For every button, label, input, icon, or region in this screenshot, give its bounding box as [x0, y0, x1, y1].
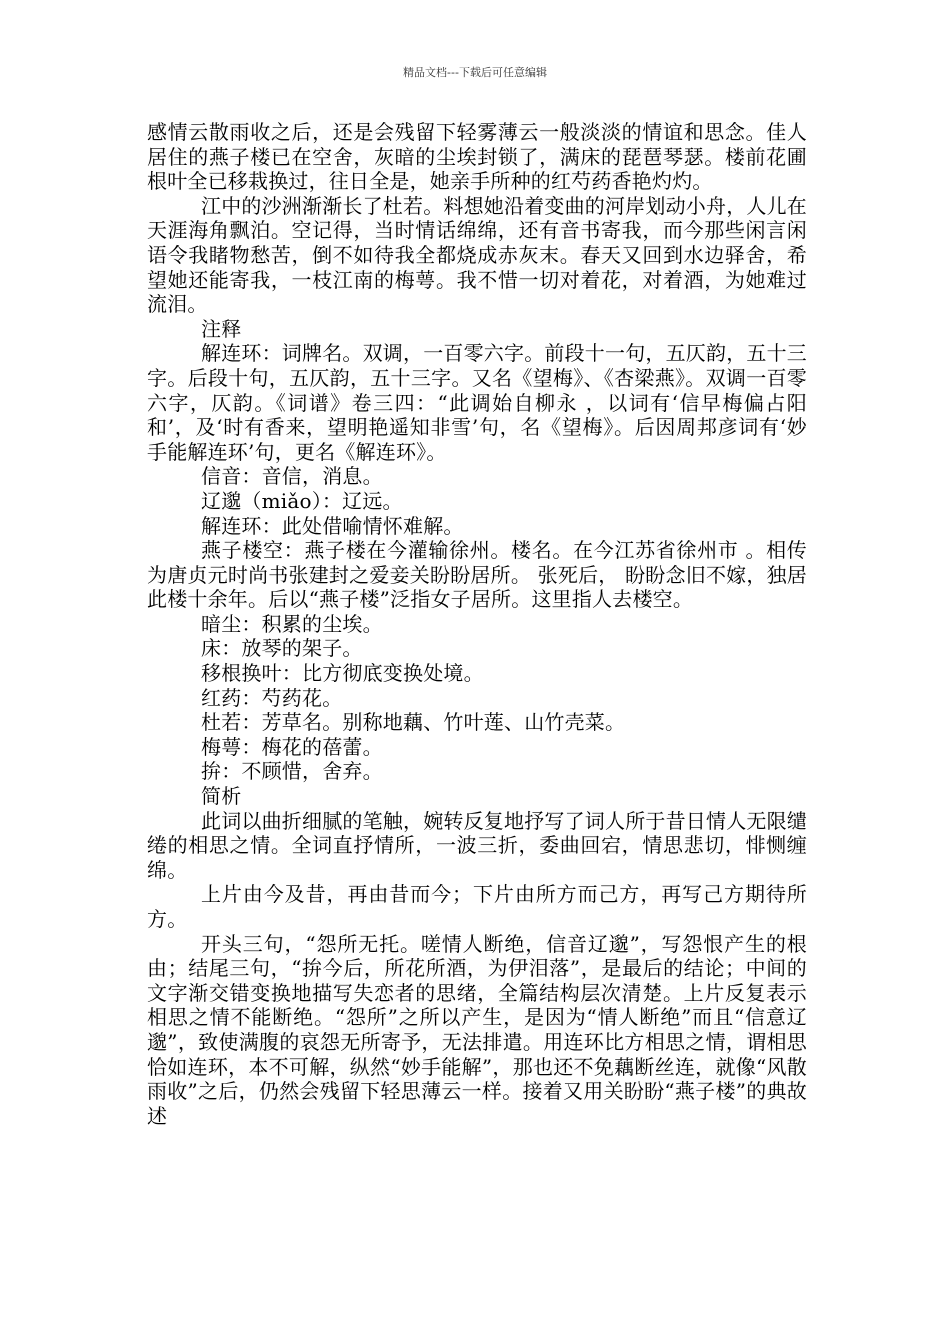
- paragraph-translation-2: 江中的沙洲渐渐长了杜若。料想她沿着变曲的河岸划动小舟，人儿在天涯海角飘泊。空记得，当时情话绵绵，还有音书寄我，而今那些闲言闲语令我睹物愁苦，倒不如待我全都烧成赤灰末。春天又回到水边驿舍，希望她还能寄我，一枝江南的梅萼。我不惜一切对着花，对着酒，为她难过流泪。: [147, 193, 807, 317]
- note-hongyao: 红药：芍药花。: [201, 685, 343, 710]
- page-header: 精品文档---下载后可任意编辑: [403, 66, 547, 79]
- section-heading-analysis: 简析: [201, 784, 242, 809]
- note-duruo: 杜若：芳草名。别称地藕、竹叶莲、山竹壳菜。: [201, 710, 626, 735]
- section-heading-notes: 注释: [201, 316, 242, 341]
- note-meie: 梅萼：梅花的蓓蕾。: [201, 734, 383, 759]
- note-jielianhuan-meaning: 解连环：此处借喻情怀难解。: [201, 513, 464, 538]
- note-yigenhuanye: 移根换叶：比方彻底变换处境。: [201, 661, 484, 686]
- paragraph-analysis-1: 此词以曲折细腻的笔触，婉转反复地抒写了词人所于昔日情人无限缱绻的相思之情。全词直抒情所，一波三折，委曲回宕，情思悲切，悱恻缠绵。: [147, 808, 807, 882]
- paragraph-analysis-2: 上片由今及昔，再由昔而今；下片由所方而己方，再写己方期待所方。: [147, 882, 807, 931]
- paragraph-translation-1: 感情云散雨收之后，还是会残留下轻雾薄云一般淡淡的情谊和思念。佳人居住的燕子楼已在空舍，灰暗的尘埃封锁了，满床的琵琶琴瑟。楼前花圃根叶全已移栽换过，往日全是，她亲手所种的红芍药香艳灼灼。: [147, 120, 807, 194]
- note-jielianhuan-cipai: 解连环：词牌名。双调，一百零六字。前段十一句，五仄韵，五十三字。后段十句，五仄韵，五十三字。又名《望梅》、《杏梁燕》。双调一百零六字，仄韵。《词谱》卷三四：“此调始自柳永 ，以词有‘信早梅偏占阳和’，及‘时有香来，望明艳遥知非雪’句，名《望梅》。后因周邦彦词有‘妙手能解连环’句，更名《解连环》。: [147, 341, 807, 464]
- note-pan: 拚：不顾惜，舍弃。: [201, 759, 383, 784]
- note-chuang: 床：放琴的架子。: [201, 636, 363, 661]
- note-yanzilou: 燕子楼空：燕子楼在今灌输徐州。楼名。在今江苏省徐州市 。相传为唐贞元时尚书张建封之爱妾关盼盼居所。 张死后， 盼盼念旧不嫁，独居此楼十余年。后以“燕子楼”泛指女子居所。这里指人去楼空。: [147, 538, 807, 612]
- note-anchen: 暗尘：积累的尘埃。: [201, 611, 383, 636]
- document-body: [147, 120, 807, 1128]
- note-liaomiao: 辽邈（miǎo）：辽远。: [201, 488, 403, 513]
- note-xinyin: 信音：音信，消息。: [201, 464, 383, 489]
- paragraph-analysis-3: 开头三句，“怨所无托。嗟情人断绝，信音辽邈”，写怨恨产生的根由；结尾三句，“拚今后，所花所酒，为伊泪落”，是最后的结论；中间的文字渐交错变换地描写失恋者的思绪，全篇结构层次清楚。上片反复表示相思之情不能断绝。“怨所”之所以产生，是因为“情人断绝”而且“信意辽邈”，致使满腹的哀怨无所寄予，无法排遣。用连环比方相思之情，谓相思恰如连环，本不可解，纵然“妙手能解”，那也还不免藕断丝连，就像“风散雨收”之后，仍然会残留下轻思薄云一样。接着又用关盼盼“燕子楼”的典故述: [147, 931, 807, 1128]
